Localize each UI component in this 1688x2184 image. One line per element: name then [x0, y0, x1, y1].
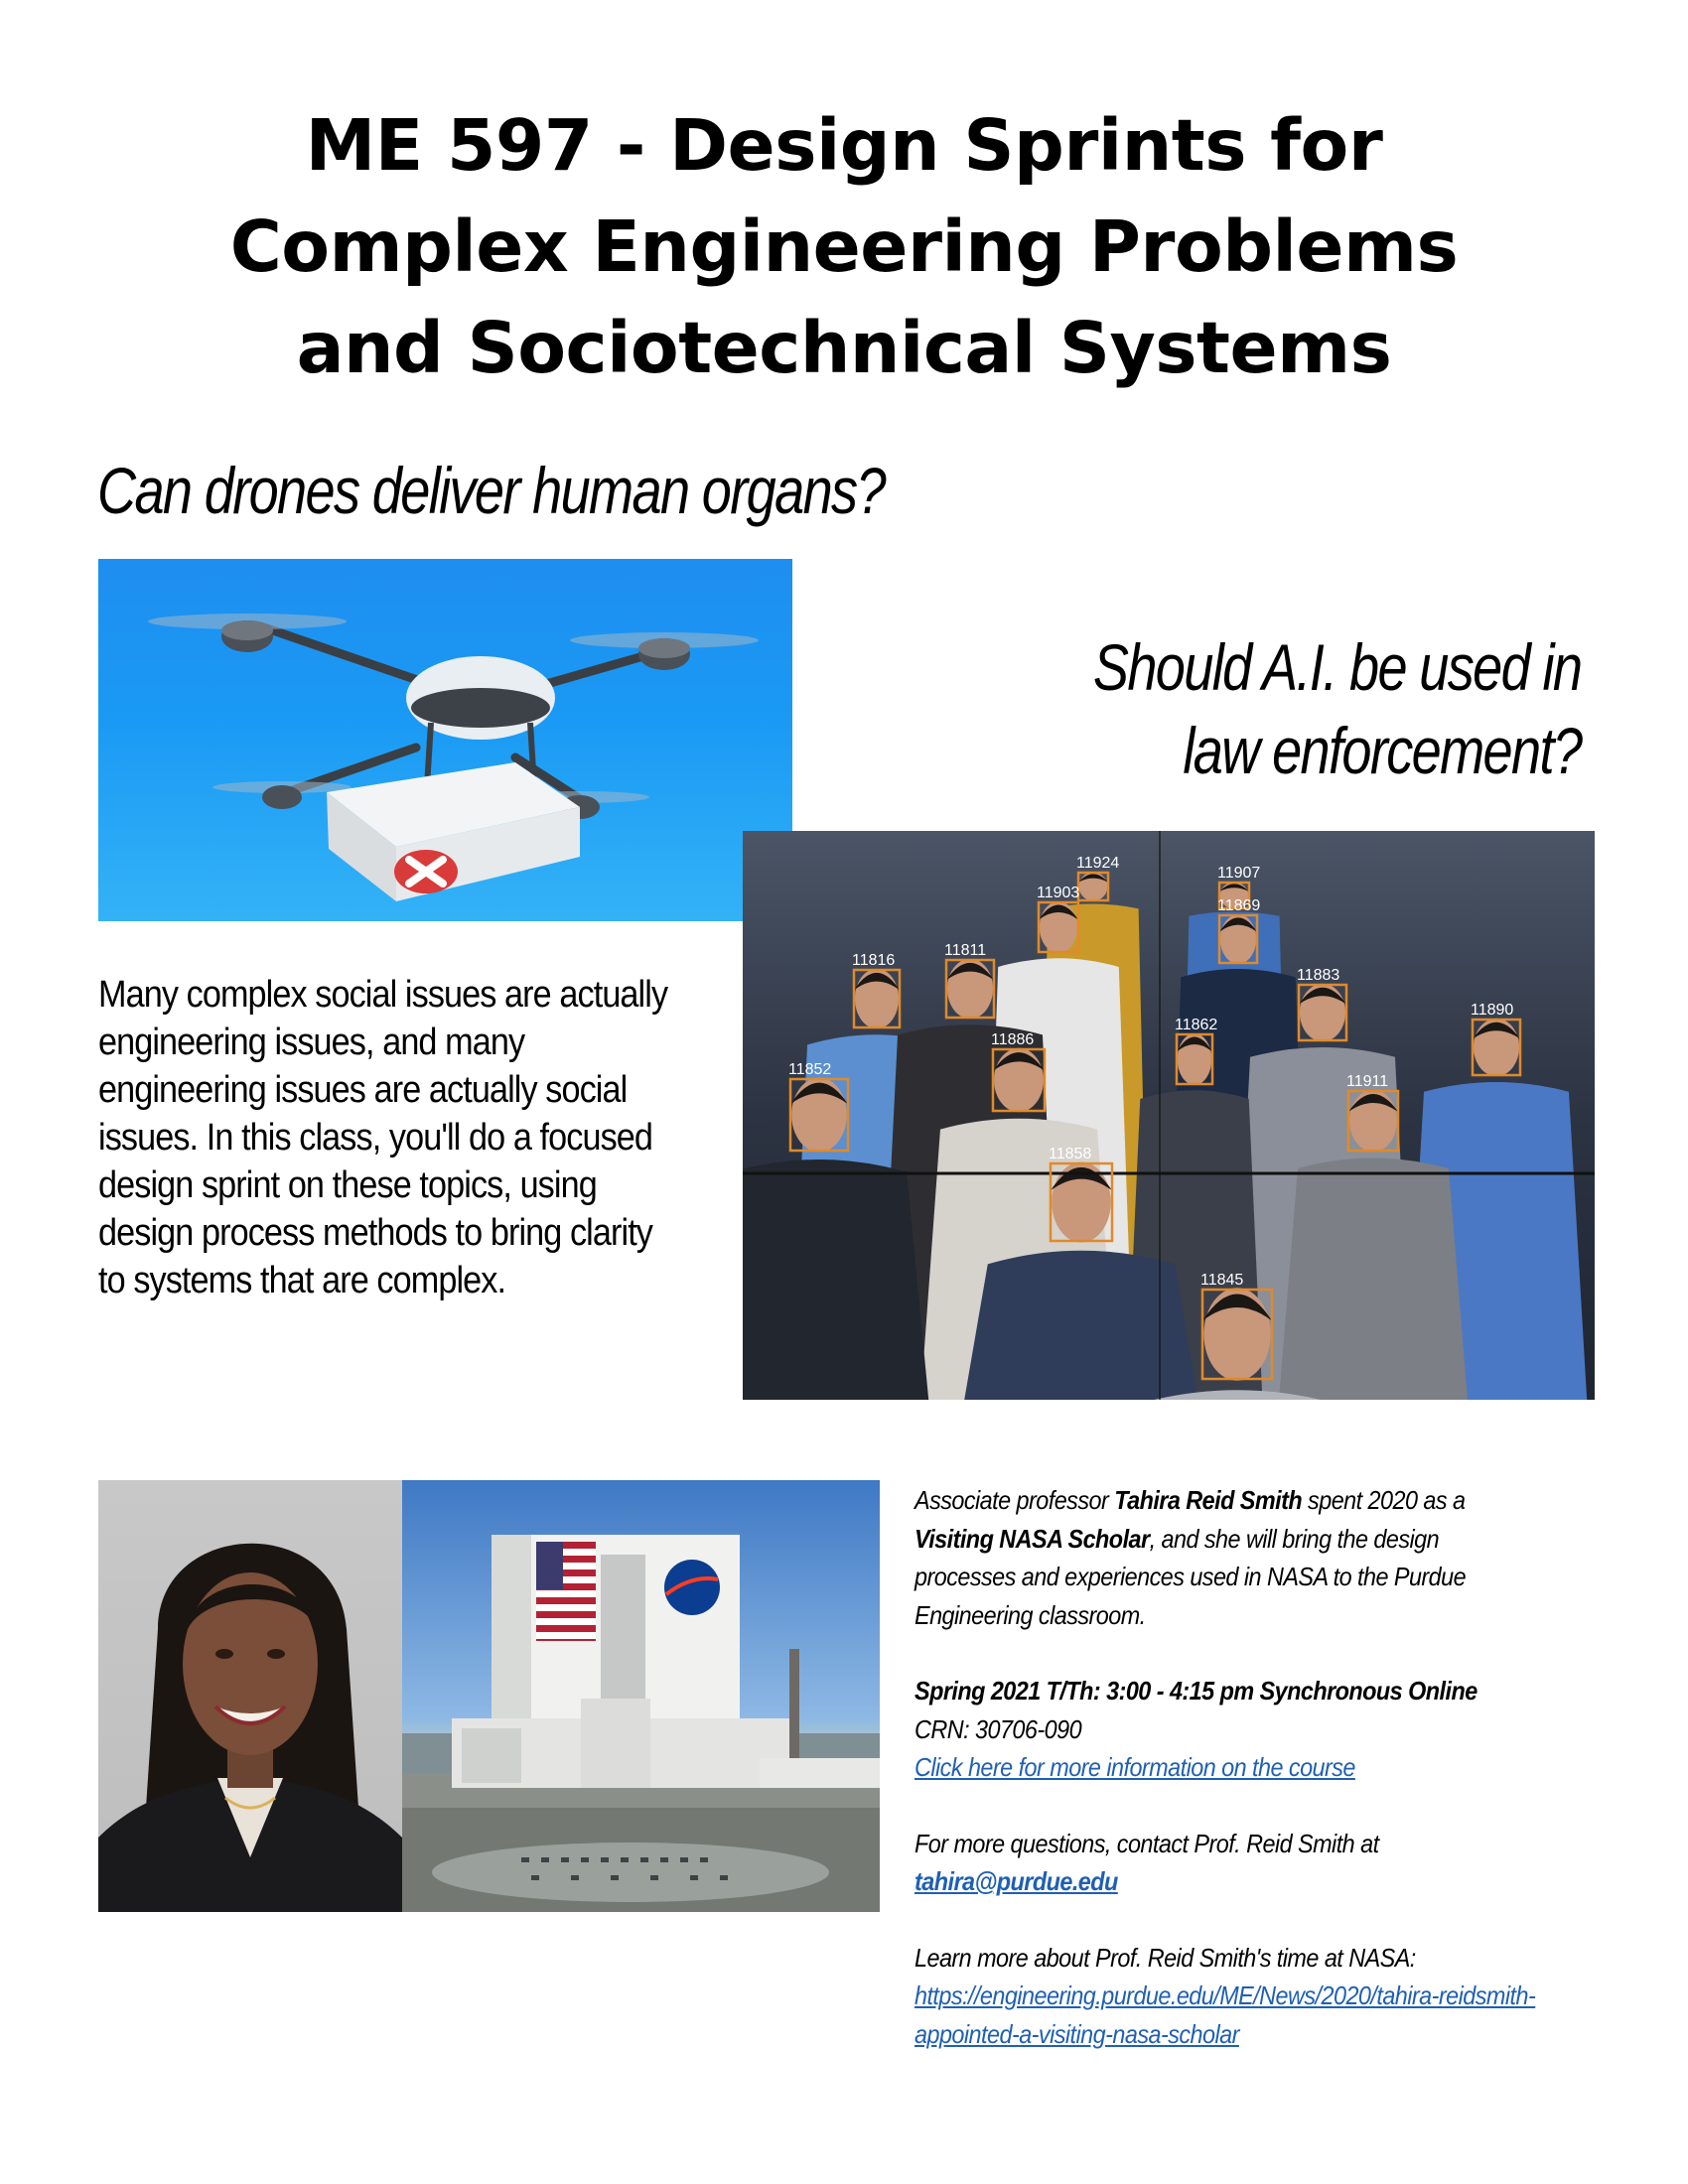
course-info	[914, 1481, 1540, 2053]
contact-text: For more questions, contact Prof. Reid Smith at	[914, 1828, 1379, 1858]
face-id-label: 11903	[1037, 885, 1080, 901]
face-id-label: 11816	[852, 952, 896, 969]
face-id-label: 11890	[1471, 1002, 1514, 1019]
nasa-logo-icon	[664, 1560, 720, 1615]
bio-text-b: spent 2020 as a	[1302, 1485, 1466, 1515]
schedule	[914, 1672, 1540, 1710]
crowd-face-recognition-photo	[743, 831, 1595, 1400]
professor-name: Tahira Reid Smith	[1114, 1485, 1303, 1515]
face-id-label: 11811	[944, 942, 987, 959]
face-id-label: 11911	[1346, 1073, 1389, 1090]
face-id-label: 11886	[991, 1031, 1035, 1048]
title-line-3: and Sociotechnical Systems	[296, 307, 1392, 389]
nasa-news-link[interactable]: https://engineering.purdue.edu/ME/News/2020/tahira-reidsmith-appointed-a-visiting-nasa-scholar	[914, 1980, 1536, 2049]
portrait-illustration	[98, 1480, 402, 1912]
face-id-label: 11858	[1049, 1146, 1092, 1162]
ai-question-line-1: Should A.I. be used in	[1092, 630, 1581, 704]
medical-drone-illustration	[98, 559, 792, 921]
crowd-person-body	[1279, 1159, 1468, 1401]
nasa-vab-photo	[402, 1480, 880, 1912]
bio-text-c: , and she will bring the design processes and experiences used in NASA to the Purdue Engineering classroom.	[914, 1523, 1467, 1630]
course-description: Many complex social issues are actually engineering issues, and many engineering issues are actually social issues. In this class, you'll do a focused design sprint on these topics, using design process methods to bring clarity to systems that are complex.	[98, 974, 668, 1301]
face-id-label: 11852	[788, 1061, 832, 1078]
course-info-link[interactable]: Click here for more information on the course	[914, 1752, 1355, 1782]
drone-photo	[98, 559, 792, 921]
face-id-label: 11862	[1175, 1017, 1218, 1033]
schedule-text: Spring 2021 T/Th: 3:00 - 4:15 pm Synchronous Online	[914, 1676, 1477, 1706]
email-link[interactable]: tahira@purdue.edu	[914, 1866, 1118, 1896]
face-id-label: 11883	[1297, 967, 1340, 984]
face-id-label: 11907	[1217, 865, 1261, 882]
ai-question-line-2: law enforcement?	[1183, 714, 1581, 787]
face-id-label: 11924	[1076, 855, 1120, 872]
professor-bio	[914, 1481, 1540, 1634]
crowd-person-body	[964, 1251, 1198, 1400]
crn: CRN: 30706-090	[914, 1713, 1082, 1744]
learn-more-text: Learn more about Prof. Reid Smith's time at NASA:	[914, 1942, 1416, 1973]
ai-question	[1093, 625, 1581, 792]
crowd-person-body	[743, 1160, 928, 1400]
professor-portrait	[98, 1480, 402, 1912]
professor-role: Visiting NASA Scholar	[914, 1523, 1150, 1554]
crowd-scene	[743, 831, 1595, 1400]
title-line-1: ME 597 - Design Sprints for	[305, 104, 1383, 187]
drone-question: Can drones deliver human organs?	[97, 454, 885, 527]
face-id-label: 11869	[1217, 897, 1261, 914]
face-id-label: 11845	[1200, 1272, 1244, 1289]
vehicle-assembly-building-illustration	[402, 1480, 880, 1912]
title-line-2: Complex Engineering Problems	[229, 205, 1459, 288]
course-title	[99, 95, 1589, 399]
bio-text-a: Associate professor	[914, 1485, 1115, 1515]
